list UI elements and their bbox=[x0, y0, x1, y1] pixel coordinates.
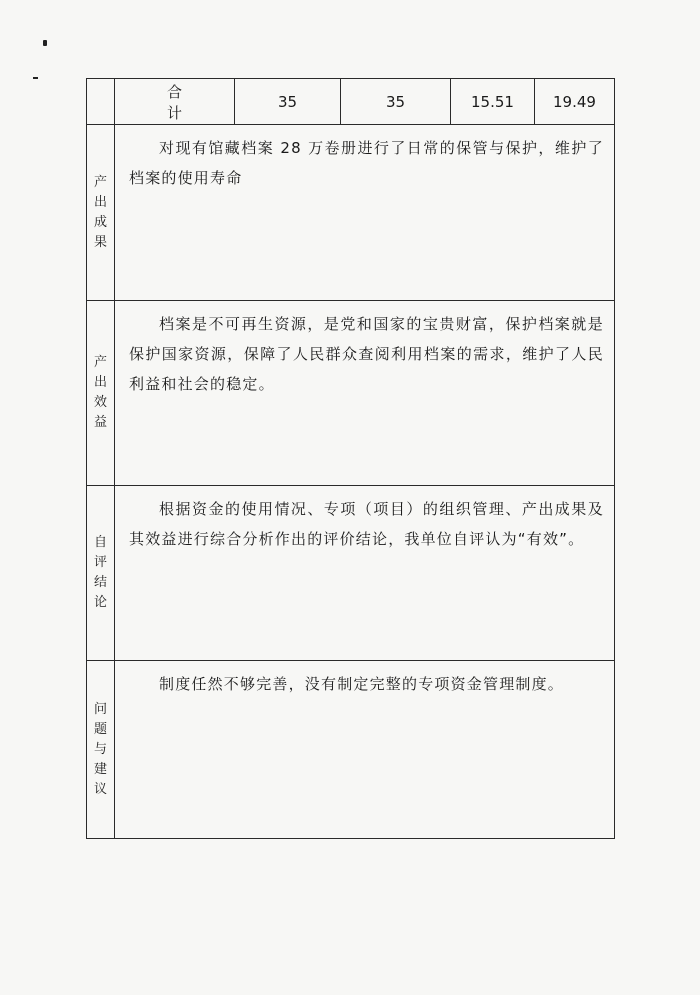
section-label: 自评结论 bbox=[93, 535, 107, 610]
total-value-cell: 35 bbox=[235, 79, 341, 125]
section-label-cell bbox=[87, 125, 115, 301]
total-row bbox=[87, 79, 615, 125]
section-row-self-evaluation bbox=[87, 486, 615, 661]
section-row-issues-suggestions bbox=[87, 661, 615, 839]
evaluation-form-table bbox=[86, 78, 615, 839]
scan-speck bbox=[33, 77, 38, 79]
section-row-output-results bbox=[87, 125, 615, 301]
section-text: 制度任然不够完善，没有制定完整的专项资金管理制度。 bbox=[159, 675, 565, 693]
section-text: 档案是不可再生资源，是党和国家的宝贵财富，保护档案就是保护国家资源，保障了人民群众查阅利用档案的需求，维护了人民利益和社会的稳定。 bbox=[129, 315, 604, 393]
total-value-cell: 19.49 bbox=[535, 79, 615, 125]
section-label-cell bbox=[87, 661, 115, 839]
section-label: 产出效益 bbox=[93, 355, 107, 430]
total-row-blank-cell bbox=[87, 79, 115, 125]
section-content-cell bbox=[115, 486, 615, 661]
section-text: 对现有馆藏档案 28 万卷册进行了日常的保管与保护，维护了档案的使用寿命 bbox=[129, 139, 604, 187]
section-content-cell bbox=[115, 125, 615, 301]
section-label-cell bbox=[87, 301, 115, 486]
total-label: 合 计 bbox=[115, 79, 235, 125]
section-text: 根据资金的使用情况、专项（项目）的组织管理、产出成果及其效益进行综合分析作出的评价结论，我单位自评认为“有效”。 bbox=[129, 500, 604, 548]
total-value-cell: 35 bbox=[341, 79, 451, 125]
section-content-cell bbox=[115, 301, 615, 486]
section-row-output-benefits bbox=[87, 301, 615, 486]
section-label-cell bbox=[87, 486, 115, 661]
section-content-cell bbox=[115, 661, 615, 839]
scan-speck bbox=[43, 40, 47, 46]
section-label: 问题与建议 bbox=[93, 701, 107, 797]
total-value-cell: 15.51 bbox=[451, 79, 535, 125]
section-label: 产出成果 bbox=[93, 174, 107, 250]
